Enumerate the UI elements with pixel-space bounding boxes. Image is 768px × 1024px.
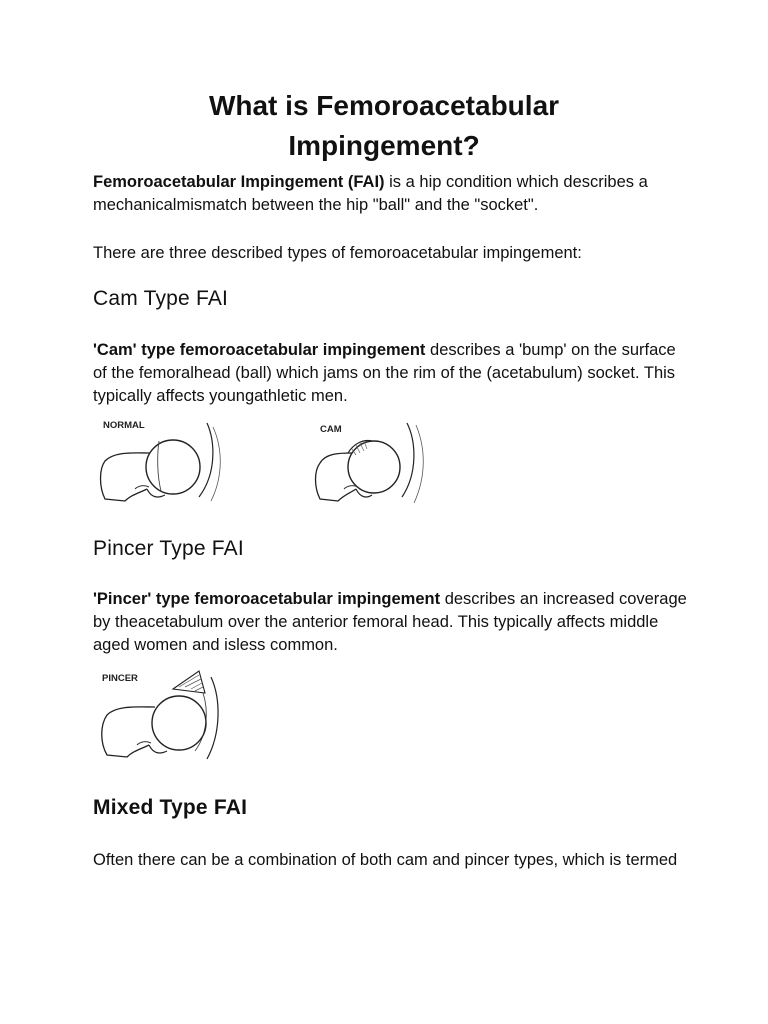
pincer-heading: Pincer Type FAI: [93, 537, 244, 560]
intro-paragraph: [93, 171, 693, 217]
page-title-line-2: Impingement?: [288, 130, 480, 161]
pincer-hip-figure: [95, 667, 230, 767]
pincer-text: describes an increased coverage by theacetabulum over the anterior femoral head. This typically affects middle aged women and isless common.: [93, 590, 687, 654]
pincer-paragraph: [93, 588, 693, 657]
cam-paragraph: [93, 339, 693, 408]
pincer-bold-term: 'Pincer' type femoroacetabular impingement: [93, 590, 441, 608]
cam-hip-figure: [312, 415, 442, 510]
intro-text: is a hip condition which describes a mechanicalmismatch between the hip "ball" and the "socket".: [93, 173, 648, 214]
types-intro-line: There are three described types of femoroacetabular impingement:: [93, 244, 582, 262]
intro-bold-term: Femoroacetabular Impingement (FAI): [93, 173, 385, 191]
cam-heading: Cam Type FAI: [93, 287, 229, 310]
cam-text: describes a 'bump' on the surface of the femoralhead (ball) which jams on the rim of the (acetabulum) socket. This typically affects youngathletic men.: [93, 341, 676, 405]
mixed-paragraph: Often there can be a combination of both cam and pincer types, which is termed: [93, 851, 678, 869]
cam-bold-term: 'Cam' type femoroacetabular impingement: [93, 341, 426, 359]
page-title: [0, 86, 768, 166]
normal-figure-label: NORMAL: [103, 420, 145, 431]
pincer-figure-label: PINCER: [102, 673, 138, 684]
mixed-heading: Mixed Type FAI: [93, 796, 248, 819]
normal-hip-figure: [95, 415, 225, 510]
page-title-line-1: What is Femoroacetabular: [208, 90, 560, 121]
cam-figure-label: CAM: [320, 424, 342, 435]
